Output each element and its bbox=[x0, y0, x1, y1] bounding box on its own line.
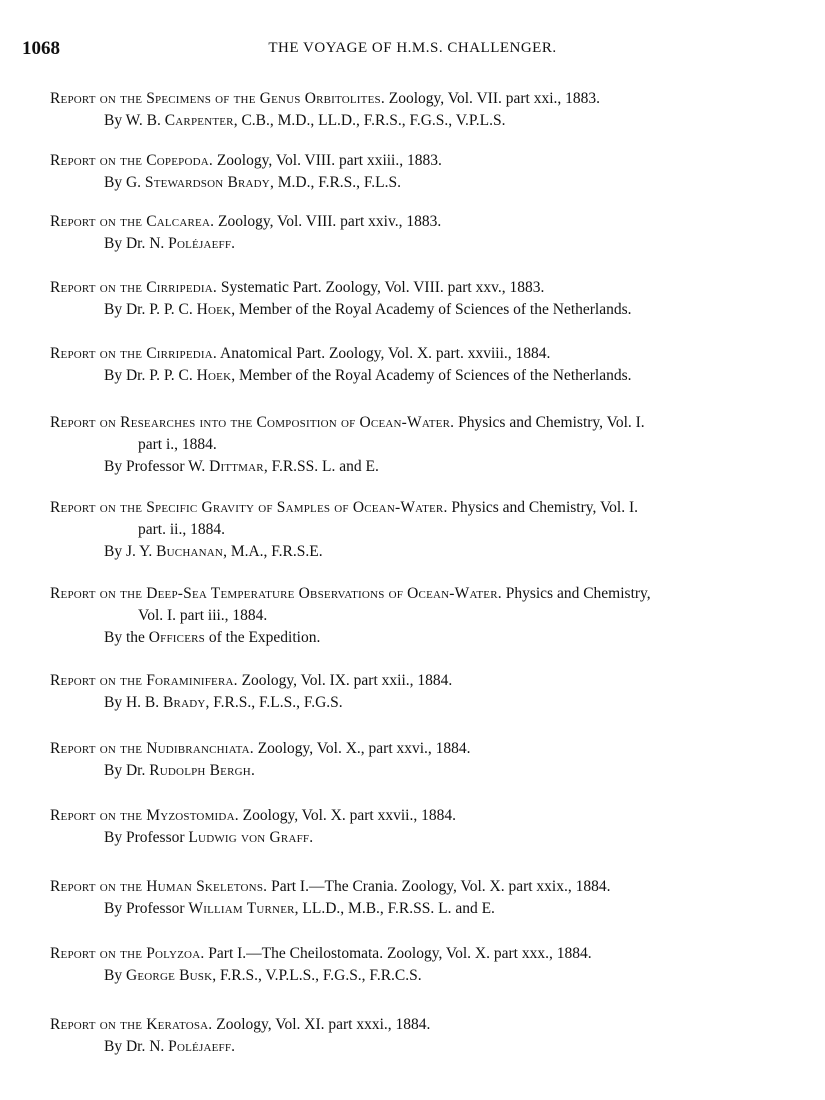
entry-details: Zoology, Vol. X., part xxvi., 1884. bbox=[257, 740, 471, 757]
author-name: Dittmar bbox=[209, 458, 264, 475]
entry-title: Report on the Specific Gravity of Samples of Ocean-Water. bbox=[50, 499, 448, 516]
entry-byline bbox=[50, 965, 790, 987]
entry-heading bbox=[50, 497, 790, 519]
author-credentials: . bbox=[231, 235, 236, 252]
entry-heading bbox=[50, 738, 790, 760]
author-credentials: , Member of the Royal Academy of Sciences of the Netherlands. bbox=[231, 301, 632, 318]
author-credentials: , C.B., M.D., LL.D., F.R.S., F.G.S., V.P.L.S. bbox=[233, 112, 506, 129]
author-name: Rudolph Bergh bbox=[149, 762, 251, 779]
author-credentials: , M.D., F.R.S., F.L.S. bbox=[269, 174, 401, 191]
author-credentials: . bbox=[231, 1038, 236, 1055]
entry-heading bbox=[50, 277, 790, 299]
author-name: Ludwig von Graff bbox=[188, 829, 310, 846]
entry-title: Report on the Calcarea. bbox=[50, 213, 215, 230]
report-entry bbox=[50, 876, 790, 920]
entry-details: Zoology, Vol. VIII. part xxiv., 1883. bbox=[218, 213, 442, 230]
byline-prefix: By Dr. N. bbox=[104, 235, 169, 252]
entry-details: Zoology, Vol. VII. part xxi., 1883. bbox=[388, 90, 601, 107]
byline-prefix: By Professor W. bbox=[104, 458, 210, 475]
author-name: Buchanan bbox=[156, 543, 224, 560]
entry-title: Report on the Copepoda. bbox=[50, 152, 213, 169]
page-number: 1068 bbox=[22, 38, 60, 59]
report-entry bbox=[50, 343, 790, 387]
entry-heading bbox=[50, 1014, 790, 1036]
author-name: Carpenter bbox=[164, 112, 234, 129]
entry-details: Zoology, Vol. X. part xxvii., 1884. bbox=[242, 807, 456, 824]
author-credentials: , F.R.SS. L. and E. bbox=[263, 458, 379, 475]
entry-heading bbox=[50, 412, 790, 434]
entry-byline bbox=[50, 110, 790, 132]
byline-prefix: By Professor bbox=[104, 900, 189, 917]
byline-prefix: By G. bbox=[104, 174, 145, 191]
author-name: William Turner bbox=[188, 900, 295, 917]
author-credentials: . bbox=[309, 829, 314, 846]
entry-byline bbox=[50, 627, 790, 649]
author-name: George Busk bbox=[125, 967, 213, 984]
entry-title: Report on the Deep-Sea Temperature Observations of Ocean-Water. bbox=[50, 585, 502, 602]
entry-details: Zoology, Vol. XI. part xxxi., 1884. bbox=[216, 1016, 431, 1033]
entry-details: Physics and Chemistry, Vol. I. bbox=[451, 499, 639, 516]
entry-title: Report on the Keratosa. bbox=[50, 1016, 213, 1033]
page-header bbox=[0, 38, 825, 64]
entry-title: Report on Researches into the Composition of Ocean-Water. bbox=[50, 414, 455, 431]
entry-title: Report on the Cirripedia. bbox=[50, 345, 218, 362]
entry-continuation: Vol. I. part iii., 1884. bbox=[138, 607, 268, 624]
author-credentials: , F.R.S., F.L.S., F.G.S. bbox=[205, 694, 343, 711]
author-credentials: , LL.D., M.B., F.R.SS. L. and E. bbox=[294, 900, 495, 917]
entry-details: Systematic Part. Zoology, Vol. VIII. part xxv., 1883. bbox=[220, 279, 545, 296]
entry-details: Anatomical Part. Zoology, Vol. X. part. xxviii., 1884. bbox=[220, 345, 551, 362]
byline-prefix: By J. Y. bbox=[104, 543, 157, 560]
report-entry bbox=[50, 412, 790, 478]
entry-byline bbox=[50, 299, 790, 321]
byline-prefix: By Dr. P. P. C. bbox=[104, 367, 197, 384]
entry-details: Zoology, Vol. VIII. part xxiii., 1883. bbox=[216, 152, 442, 169]
report-entry bbox=[50, 738, 790, 782]
entry-byline bbox=[50, 898, 790, 920]
report-entry bbox=[50, 497, 790, 563]
entry-byline bbox=[50, 541, 790, 563]
report-entry bbox=[50, 670, 790, 714]
byline-prefix: By H. B. bbox=[104, 694, 163, 711]
entry-heading bbox=[50, 88, 790, 110]
entry-byline bbox=[50, 692, 790, 714]
byline-prefix: By Dr. N. bbox=[104, 1038, 169, 1055]
author-name: Poléjaeff bbox=[168, 235, 232, 252]
report-entry bbox=[50, 1014, 790, 1058]
entry-byline bbox=[50, 1036, 790, 1058]
entry-heading bbox=[50, 150, 790, 172]
entry-heading bbox=[50, 211, 790, 233]
byline-prefix: By bbox=[104, 967, 126, 984]
entry-byline bbox=[50, 172, 790, 194]
report-entry bbox=[50, 277, 790, 321]
entry-heading bbox=[50, 805, 790, 827]
author-name: Hoek bbox=[196, 301, 232, 318]
entry-heading bbox=[50, 343, 790, 365]
report-entry bbox=[50, 943, 790, 987]
author-name: Brady bbox=[163, 694, 206, 711]
report-entry bbox=[50, 88, 790, 132]
entry-heading bbox=[50, 670, 790, 692]
report-entry bbox=[50, 150, 790, 194]
entry-byline bbox=[50, 456, 790, 478]
byline-prefix: By W. B. bbox=[104, 112, 165, 129]
author-name: Hoek bbox=[196, 367, 232, 384]
entry-heading bbox=[50, 943, 790, 965]
running-title: THE VOYAGE OF H.M.S. CHALLENGER. bbox=[268, 40, 557, 56]
entry-byline bbox=[50, 233, 790, 255]
entry-byline bbox=[50, 827, 790, 849]
entry-details: Part I.—The Cheilostomata. Zoology, Vol. X. part xxx., 1884. bbox=[208, 945, 592, 962]
author-name: Stewardson Brady bbox=[144, 174, 270, 191]
author-credentials: , Member of the Royal Academy of Sciences of the Netherlands. bbox=[231, 367, 632, 384]
entry-details: Zoology, Vol. IX. part xxii., 1884. bbox=[241, 672, 453, 689]
entry-details: Physics and Chemistry, Vol. I. bbox=[458, 414, 645, 431]
author-credentials: , M.A., F.R.S.E. bbox=[223, 543, 323, 560]
report-entry bbox=[50, 211, 790, 255]
entry-heading bbox=[50, 876, 790, 898]
entry-heading bbox=[50, 583, 790, 605]
entry-continuation: part. ii., 1884. bbox=[138, 521, 225, 538]
author-credentials: . bbox=[250, 762, 255, 779]
entry-continuation: part i., 1884. bbox=[138, 436, 217, 453]
author-name: Officers bbox=[148, 629, 205, 646]
entry-title: Report on the Foraminifera. bbox=[50, 672, 238, 689]
entry-title: Report on the Myzostomida. bbox=[50, 807, 239, 824]
report-entry bbox=[50, 583, 790, 649]
entry-title: Report on the Polyzoa. bbox=[50, 945, 205, 962]
byline-prefix: By the bbox=[104, 629, 149, 646]
author-credentials: of the Expedition. bbox=[204, 629, 321, 646]
entry-details: Physics and Chemistry, bbox=[505, 585, 651, 602]
report-entry bbox=[50, 805, 790, 849]
byline-prefix: By Dr. P. P. C. bbox=[104, 301, 197, 318]
entry-title: Report on the Specimens of the Genus Orbitolites. bbox=[50, 90, 385, 107]
author-credentials: , F.R.S., V.P.L.S., F.G.S., F.R.C.S. bbox=[212, 967, 422, 984]
byline-prefix: By Professor bbox=[104, 829, 189, 846]
entry-title: Report on the Human Skeletons. bbox=[50, 878, 268, 895]
entry-title: Report on the Cirripedia. bbox=[50, 279, 218, 296]
entry-title: Report on the Nudibranchiata. bbox=[50, 740, 254, 757]
entry-byline bbox=[50, 760, 790, 782]
byline-prefix: By Dr. bbox=[104, 762, 150, 779]
entry-byline bbox=[50, 365, 790, 387]
author-name: Poléjaeff bbox=[168, 1038, 232, 1055]
entry-details: Part I.—The Crania. Zoology, Vol. X. part xxix., 1884. bbox=[271, 878, 611, 895]
